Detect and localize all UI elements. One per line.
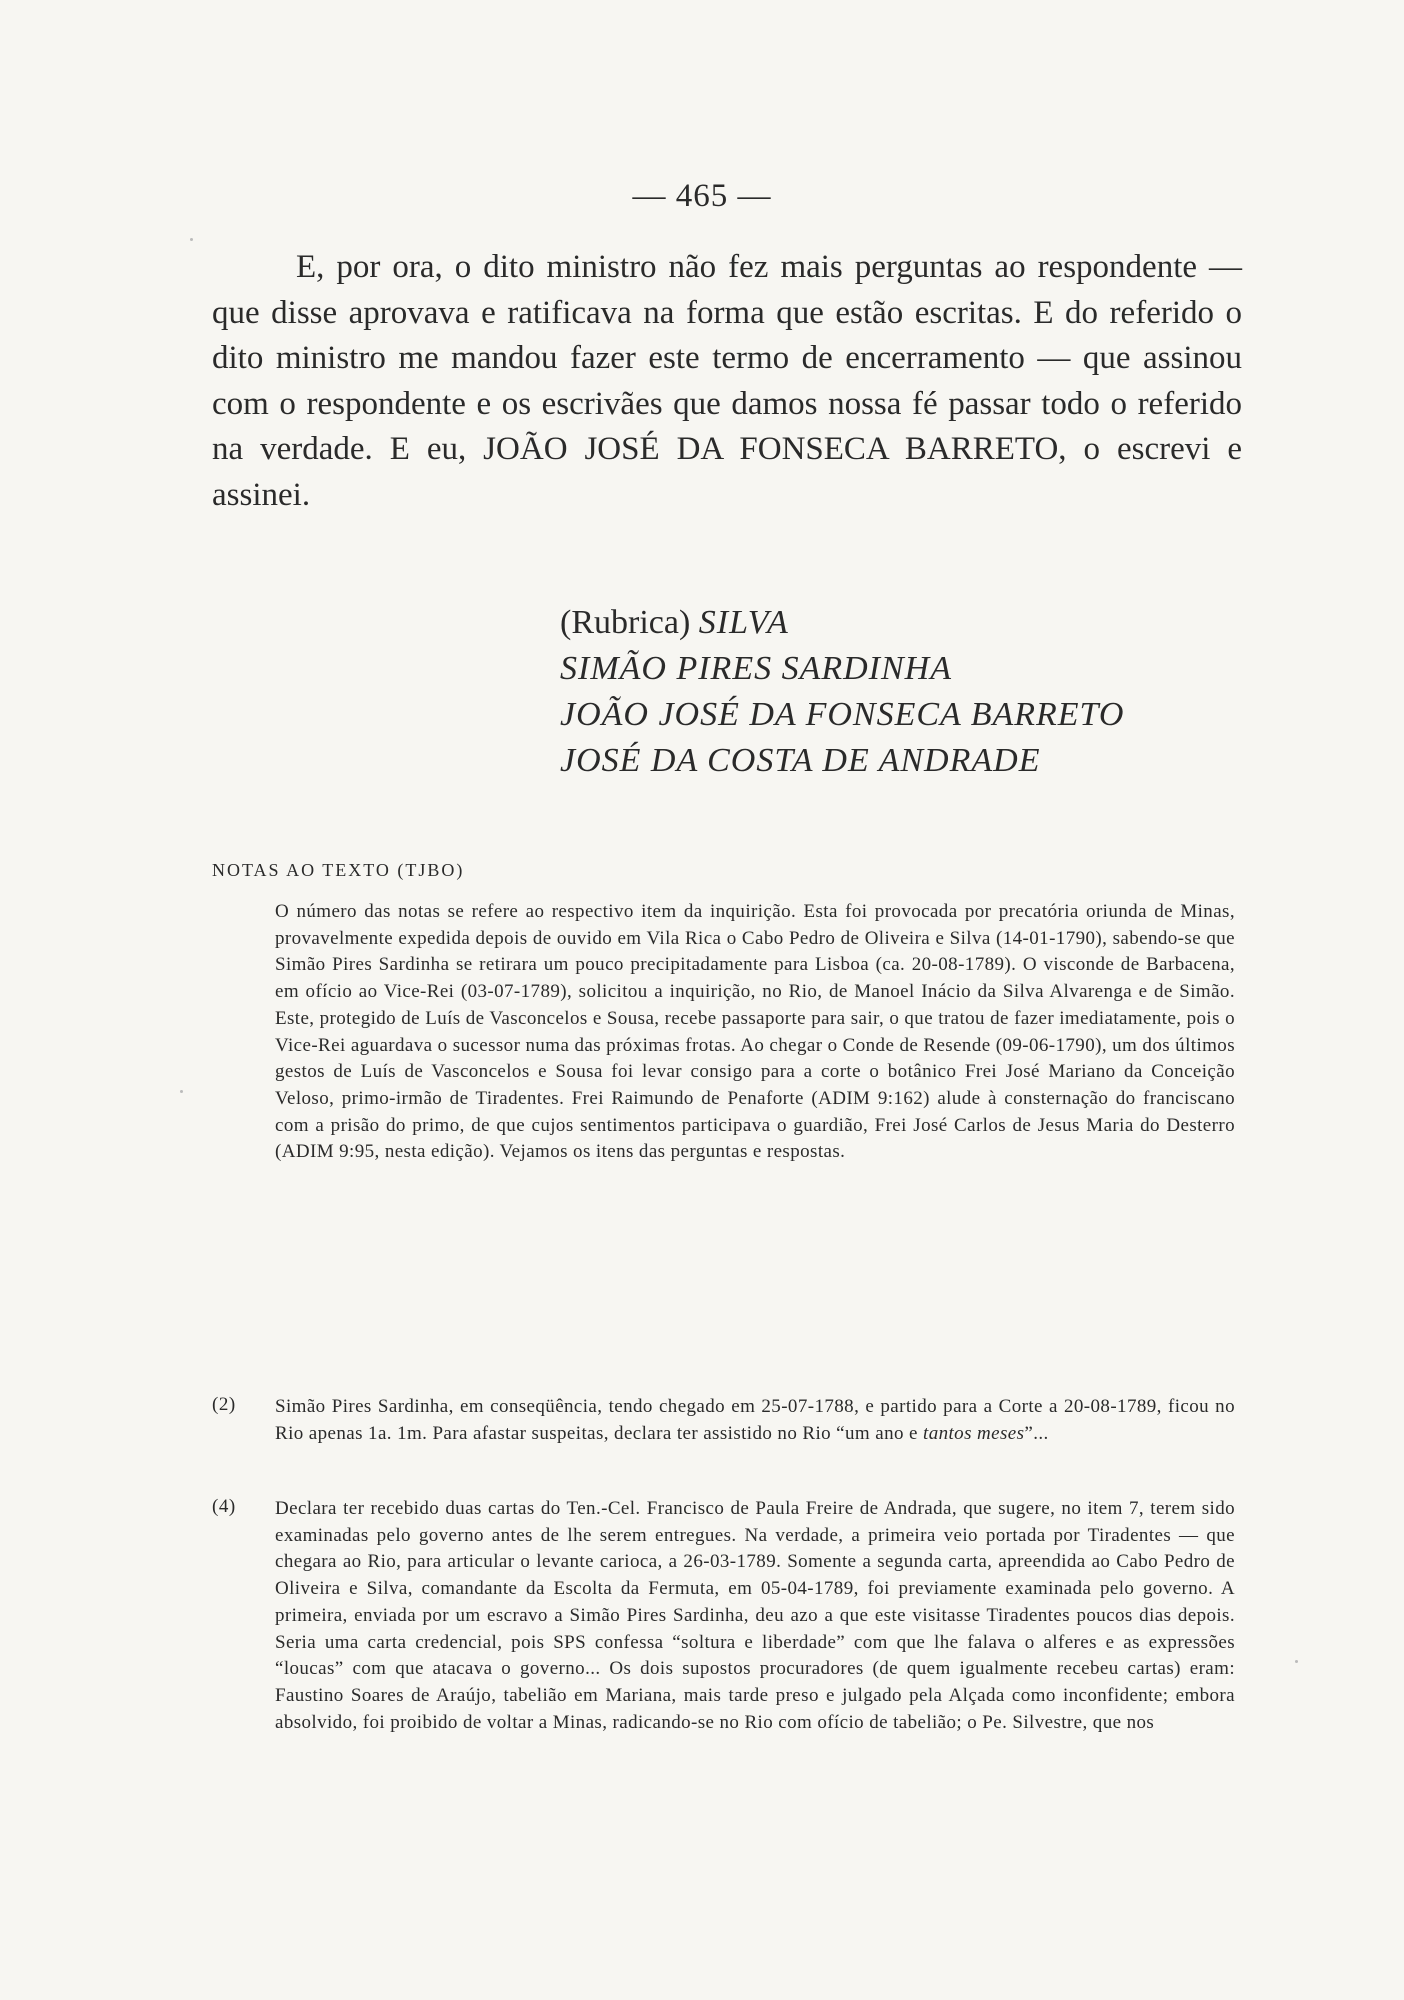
- signature-simao-pires-sardinha: SIMÃO PIRES SARDINHA: [560, 650, 953, 687]
- notes-heading: NOTAS AO TEXTO (TJBO): [212, 860, 465, 880]
- note-4-number: (4): [212, 1496, 236, 1517]
- rubrica-label: (Rubrica): [560, 604, 691, 641]
- note-2-number: (2): [212, 1394, 236, 1415]
- note-2-text: [275, 1394, 1235, 1447]
- rubrica-name: SILVA: [698, 604, 789, 641]
- signature-block: [560, 600, 1240, 784]
- signature-rubrica-line: [560, 600, 1240, 646]
- notes-intro-paragraph: O número das notas se refere ao respectivo item da inquirição. Esta foi provocada por precatória oriunda de Minas, provavelmente expedida depois de ouvido em Vila Rica o Cabo Pedro de Oliveira e Silva (14-01-1790), sabendo-se que Simão Pires Sardinha se retirara um pouco precipitadamente para Lisboa (ca. 20-08-1789). O visconde de Barbacena, em ofício ao Vice-Rei (03-07-1789), solicitou a inquirição, no Rio, de Manoel Inácio da Silva Alvarenga e de Simão. Este, protegido de Luís de Vasconcelos e Sousa, recebe passaporte para sair, o que tratou de fazer imediatamente, pois o Vice-Rei aguardava o sucessor numa das próximas frotas. Ao chegar o Conde de Resende (09-06-1790), um dos últimos gestos de Luís de Vasconcelos e Sousa foi levar consigo para a corte o botânico Frei José Mariano da Conceição Veloso, primo-irmão de Tiradentes. Frei Raimundo de Penaforte (ADIM 9:162) alude à consternação do franciscano com a prisão do primo, de que cujos sentimentos participava o guardião, Frei José Carlos de Jesus Maria do Desterro (ADIM 9:95, nesta edição). Vejamos os itens das perguntas e respostas.: [275, 901, 1235, 1163]
- paper-speck: [180, 1090, 183, 1093]
- page-number: — 465 —: [632, 178, 772, 214]
- note-4-text: Declara ter recebido duas cartas do Ten.-Cel. Francisco de Paula Freire de Andrada, que sugere, no item 7, terem sido examinadas pelo governo antes de lhe serem entregues. Na verdade, a primeira veio portada por Tiradentes — que chegara ao Rio, para articular o levante carioca, a 26-03-1789. Somente a segunda carta, apreendida ao Cabo Pedro de Oliveira e Silva, comandante da Escolta da Fermuta, em 05-04-1789, foi previamente examinada pelo governo. A primeira, enviada por um escravo a Simão Pires Sardinha, deu azo a que este visitasse Tiradentes poucos dias depois. Seria uma carta credencial, pois SPS confessa “soltura e liberdade” com que lhe falava o alferes e as expressões “loucas” com que atacava o governo... Os dois supostos procuradores (de quem igualmente recebeu cartas) eram: Faustino Soares de Araújo, tabelião em Mariana, mais tarde preso e julgado pela Alçada como inconfidente; embora absolvido, foi proibido de voltar a Minas, radicando-se no Rio com ofício de tabelião; o Pe. Silvestre, que nos: [275, 1498, 1235, 1733]
- paper-speck: [190, 238, 193, 241]
- note-2-text-italic: tantos meses: [923, 1422, 1025, 1444]
- signature-jose-da-costa-de-andrade: JOSÉ DA COSTA DE ANDRADE: [560, 742, 1041, 779]
- note-2-text-after: ”...: [1024, 1422, 1049, 1444]
- note-2-text-before: Simão Pires Sardinha, em conseqüência, tendo chegado em 25-07-1788, e partido para a Corte a 20-08-1789, ficou no Rio apenas 1a. 1m. Para afastar suspeitas, declara ter assistido no Rio “um ano e: [275, 1396, 1235, 1444]
- main-paragraph: E, por ora, o dito ministro não fez mais perguntas ao respondente — que disse aprovava e ratificava na forma que estão escritas. E do referido o dito ministro me mandou fazer este termo de encerramento — que assinou com o respondente e os escrivães que damos nossa fé passar todo o referido na verdade. E eu, JOÃO JOSÉ DA FONSECA BARRETO, o escrevi e assinei.: [212, 249, 1242, 513]
- signature-joao-jose-da-fonseca-barreto: JOÃO JOSÉ DA FONSECA BARRETO: [560, 696, 1125, 733]
- paper-speck: [1295, 1660, 1298, 1663]
